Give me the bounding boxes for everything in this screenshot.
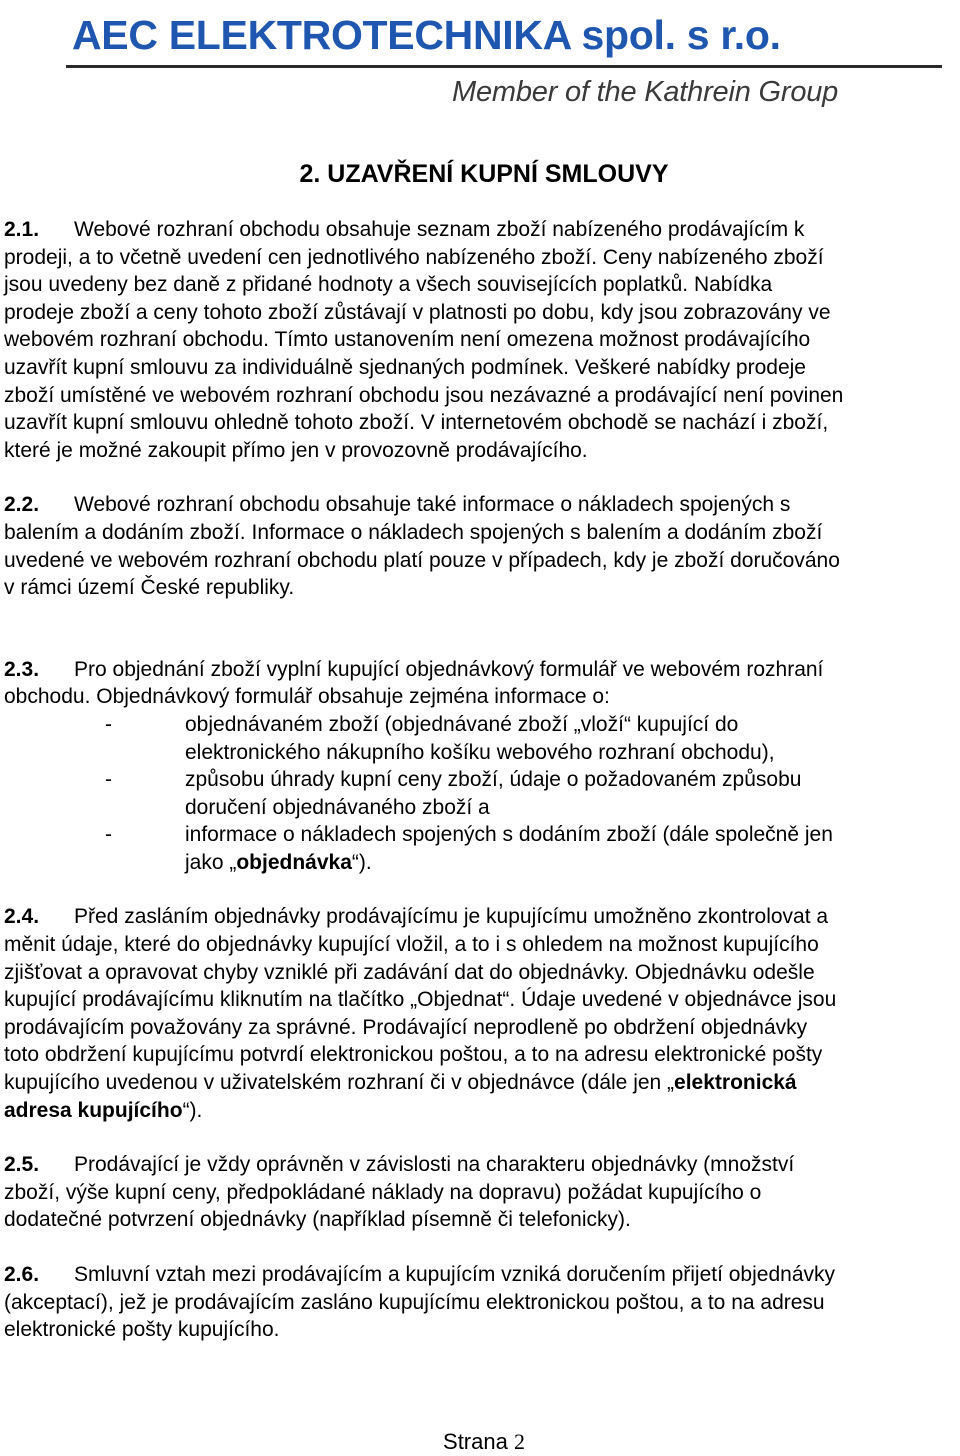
list-dash: - <box>105 712 112 736</box>
paragraph-spacer <box>4 1124 960 1151</box>
list-dash: - <box>105 768 112 792</box>
section-text-line: zboží, výše kupní ceny, předpokládané náklady na dopravu) požádat kupujícího o <box>4 1180 762 1204</box>
section-text-line: Smluvní vztah mezi prodávajícím a kupujícím vzniká doručením přijetí objednávky <box>74 1263 835 1286</box>
section-number: 2.4. <box>4 905 40 929</box>
text-run: “). <box>351 850 372 874</box>
page-number: 2 <box>513 1429 525 1454</box>
company-tagline: Member of the Kathrein Group <box>452 76 839 108</box>
section-text-line: měnit údaje, které do objednávky kupující vložil, a to i s ohledem na možnost kupujícího <box>4 933 819 957</box>
section-text-line: v rámci území České republiky. <box>4 576 295 600</box>
document-body <box>4 216 960 1344</box>
text-run: kupujícího uvedenou v uživatelském rozhraní či v objednávce (dále jen „ <box>4 1071 675 1095</box>
paragraph-spacer <box>4 464 960 491</box>
company-logo-text: AEC ELEKTROTECHNIKA spol. s r.o. <box>72 12 781 58</box>
section-text-line: zboží umístěné ve webovém rozhraní obchodu jsou nezávazné a prodávající není povinen <box>4 383 844 407</box>
list-item <box>4 766 960 821</box>
section-text-line: jsou uvedeny bez daně z přidané hodnoty a všech souvisejících poplatků. Nabídka <box>4 273 773 297</box>
section-text-line: Pro objednání zboží vyplní kupující objednávkový formulář ve webovém rozhraní <box>74 657 824 681</box>
section-text-line: Před zasláním objednávky prodávajícímu je kupujícímu umožněno zkontrolovat a <box>74 905 829 929</box>
list-item-line: doručení objednávaného zboží a <box>185 795 490 819</box>
section-text-line: obchodu. Objednávkový formulář obsahuje zejména informace o: <box>4 685 610 709</box>
section-text-line: toto obdržení kupujícímu potvrdí elektronickou poštou, a to na adresu elektronické pošty <box>4 1043 823 1067</box>
defined-term: elektronická <box>674 1071 797 1095</box>
section-text-line: balením a dodáním zboží. Informace o nákladech spojených s balením a dodáním zboží <box>4 520 823 544</box>
list-item-line: způsobu úhrady kupní ceny zboží, údaje o požadovaném způsobu <box>185 768 802 792</box>
list-dash: - <box>105 823 112 847</box>
defined-term: objednávka <box>236 850 352 874</box>
defined-term: adresa kupujícího <box>4 1098 183 1122</box>
section-text-line <box>4 1069 960 1097</box>
section-text-line: elektronické pošty kupujícího. <box>4 1318 280 1342</box>
paragraph-spacer <box>4 602 960 656</box>
section-number: 2.2. <box>4 493 40 517</box>
list-item-line: objednávaném zboží (objednávané zboží „vloží“ kupující do <box>185 712 739 736</box>
section-text-line: uvedené ve webovém rozhraní obchodu platí pouze v případech, kdy je zboží doručováno <box>4 548 840 572</box>
section-text-line: zjišťovat a opravovat chyby vzniklé při zadávání dat do objednávky. Objednávku odešle <box>4 960 815 984</box>
header-rule <box>66 65 942 68</box>
section-text-line: Prodávající je vždy oprávněn v závislosti na charakteru objednávky (množství <box>74 1153 795 1177</box>
section-text-line: dodatečné potvrzení objednávky (například písemně či telefonicky). <box>4 1208 631 1232</box>
order-form-info-list <box>4 711 960 877</box>
section-text-line: prodávajícím považovány za správné. Prodávající neprodleně po obdržení objednávky <box>4 1015 808 1039</box>
text-run: “). <box>182 1098 203 1122</box>
section-2-2 <box>4 491 960 601</box>
section-text-line: (akceptací), jež je prodávajícím zasláno kupujícímu elektronickou poštou, a to na adresu <box>4 1290 825 1314</box>
section-text-line: kupující prodávajícímu kliknutím na tlačítko „Objednat“. Údaje uvedené v objednávce jsou <box>4 988 837 1012</box>
section-number: 2.5. <box>4 1153 40 1177</box>
section-2-6 <box>4 1261 960 1344</box>
list-item <box>4 711 960 766</box>
section-text-line: prodeje zboží a ceny tohoto zboží zůstávají v platnosti po dobu, kdy jsou zobrazovány ve <box>4 300 831 324</box>
section-text-line: Webové rozhraní obchodu obsahuje seznam zboží nabízeného prodávajícím k <box>74 218 805 241</box>
document-title: 2. UZAVŘENÍ KUPNÍ SMLOUVY <box>299 160 669 188</box>
section-2-4 <box>4 903 960 1124</box>
section-2-1 <box>4 216 960 464</box>
section-text-line: prodeji, a to včetně uvedení cen jednotlivého nabízeného zboží. Ceny nabízeného zboží <box>4 245 824 269</box>
paragraph-spacer <box>4 1234 960 1261</box>
section-text-line: uzavřít kupní smlouvu za individuálně sjednaných podmínek. Veškeré nabídky prodeje <box>4 355 806 379</box>
section-text-line: Webové rozhraní obchodu obsahuje také informace o nákladech spojených s <box>74 493 791 517</box>
text-run: jako „ <box>185 850 237 874</box>
section-number: 2.1. <box>4 218 40 241</box>
page-footer <box>0 1428 960 1456</box>
list-item <box>4 821 960 876</box>
letterhead <box>0 0 960 120</box>
section-2-3 <box>4 656 960 877</box>
section-text-line <box>4 1097 960 1125</box>
list-item-line: elektronického nákupního košíku webového rozhraní obchodu), <box>185 740 775 764</box>
section-2-5 <box>4 1151 960 1234</box>
section-text-line: které je možné zakoupit přímo jen v provozovně prodávajícího. <box>4 438 588 462</box>
list-item-line: informace o nákladech spojených s dodáním zboží (dále společně jen <box>185 823 833 847</box>
section-text-line: uzavřít kupní smlouvu ohledně tohoto zboží. V internetovém obchodě se nachází i zboží, <box>4 411 829 435</box>
paragraph-spacer <box>4 876 960 903</box>
section-text-line: webovém rozhraní obchodu. Tímto ustanovením není omezena možnost prodávajícího <box>4 328 811 352</box>
list-item-line <box>185 849 960 877</box>
page-label: Strana <box>443 1429 508 1454</box>
section-number: 2.3. <box>4 657 40 681</box>
section-number: 2.6. <box>4 1263 40 1286</box>
